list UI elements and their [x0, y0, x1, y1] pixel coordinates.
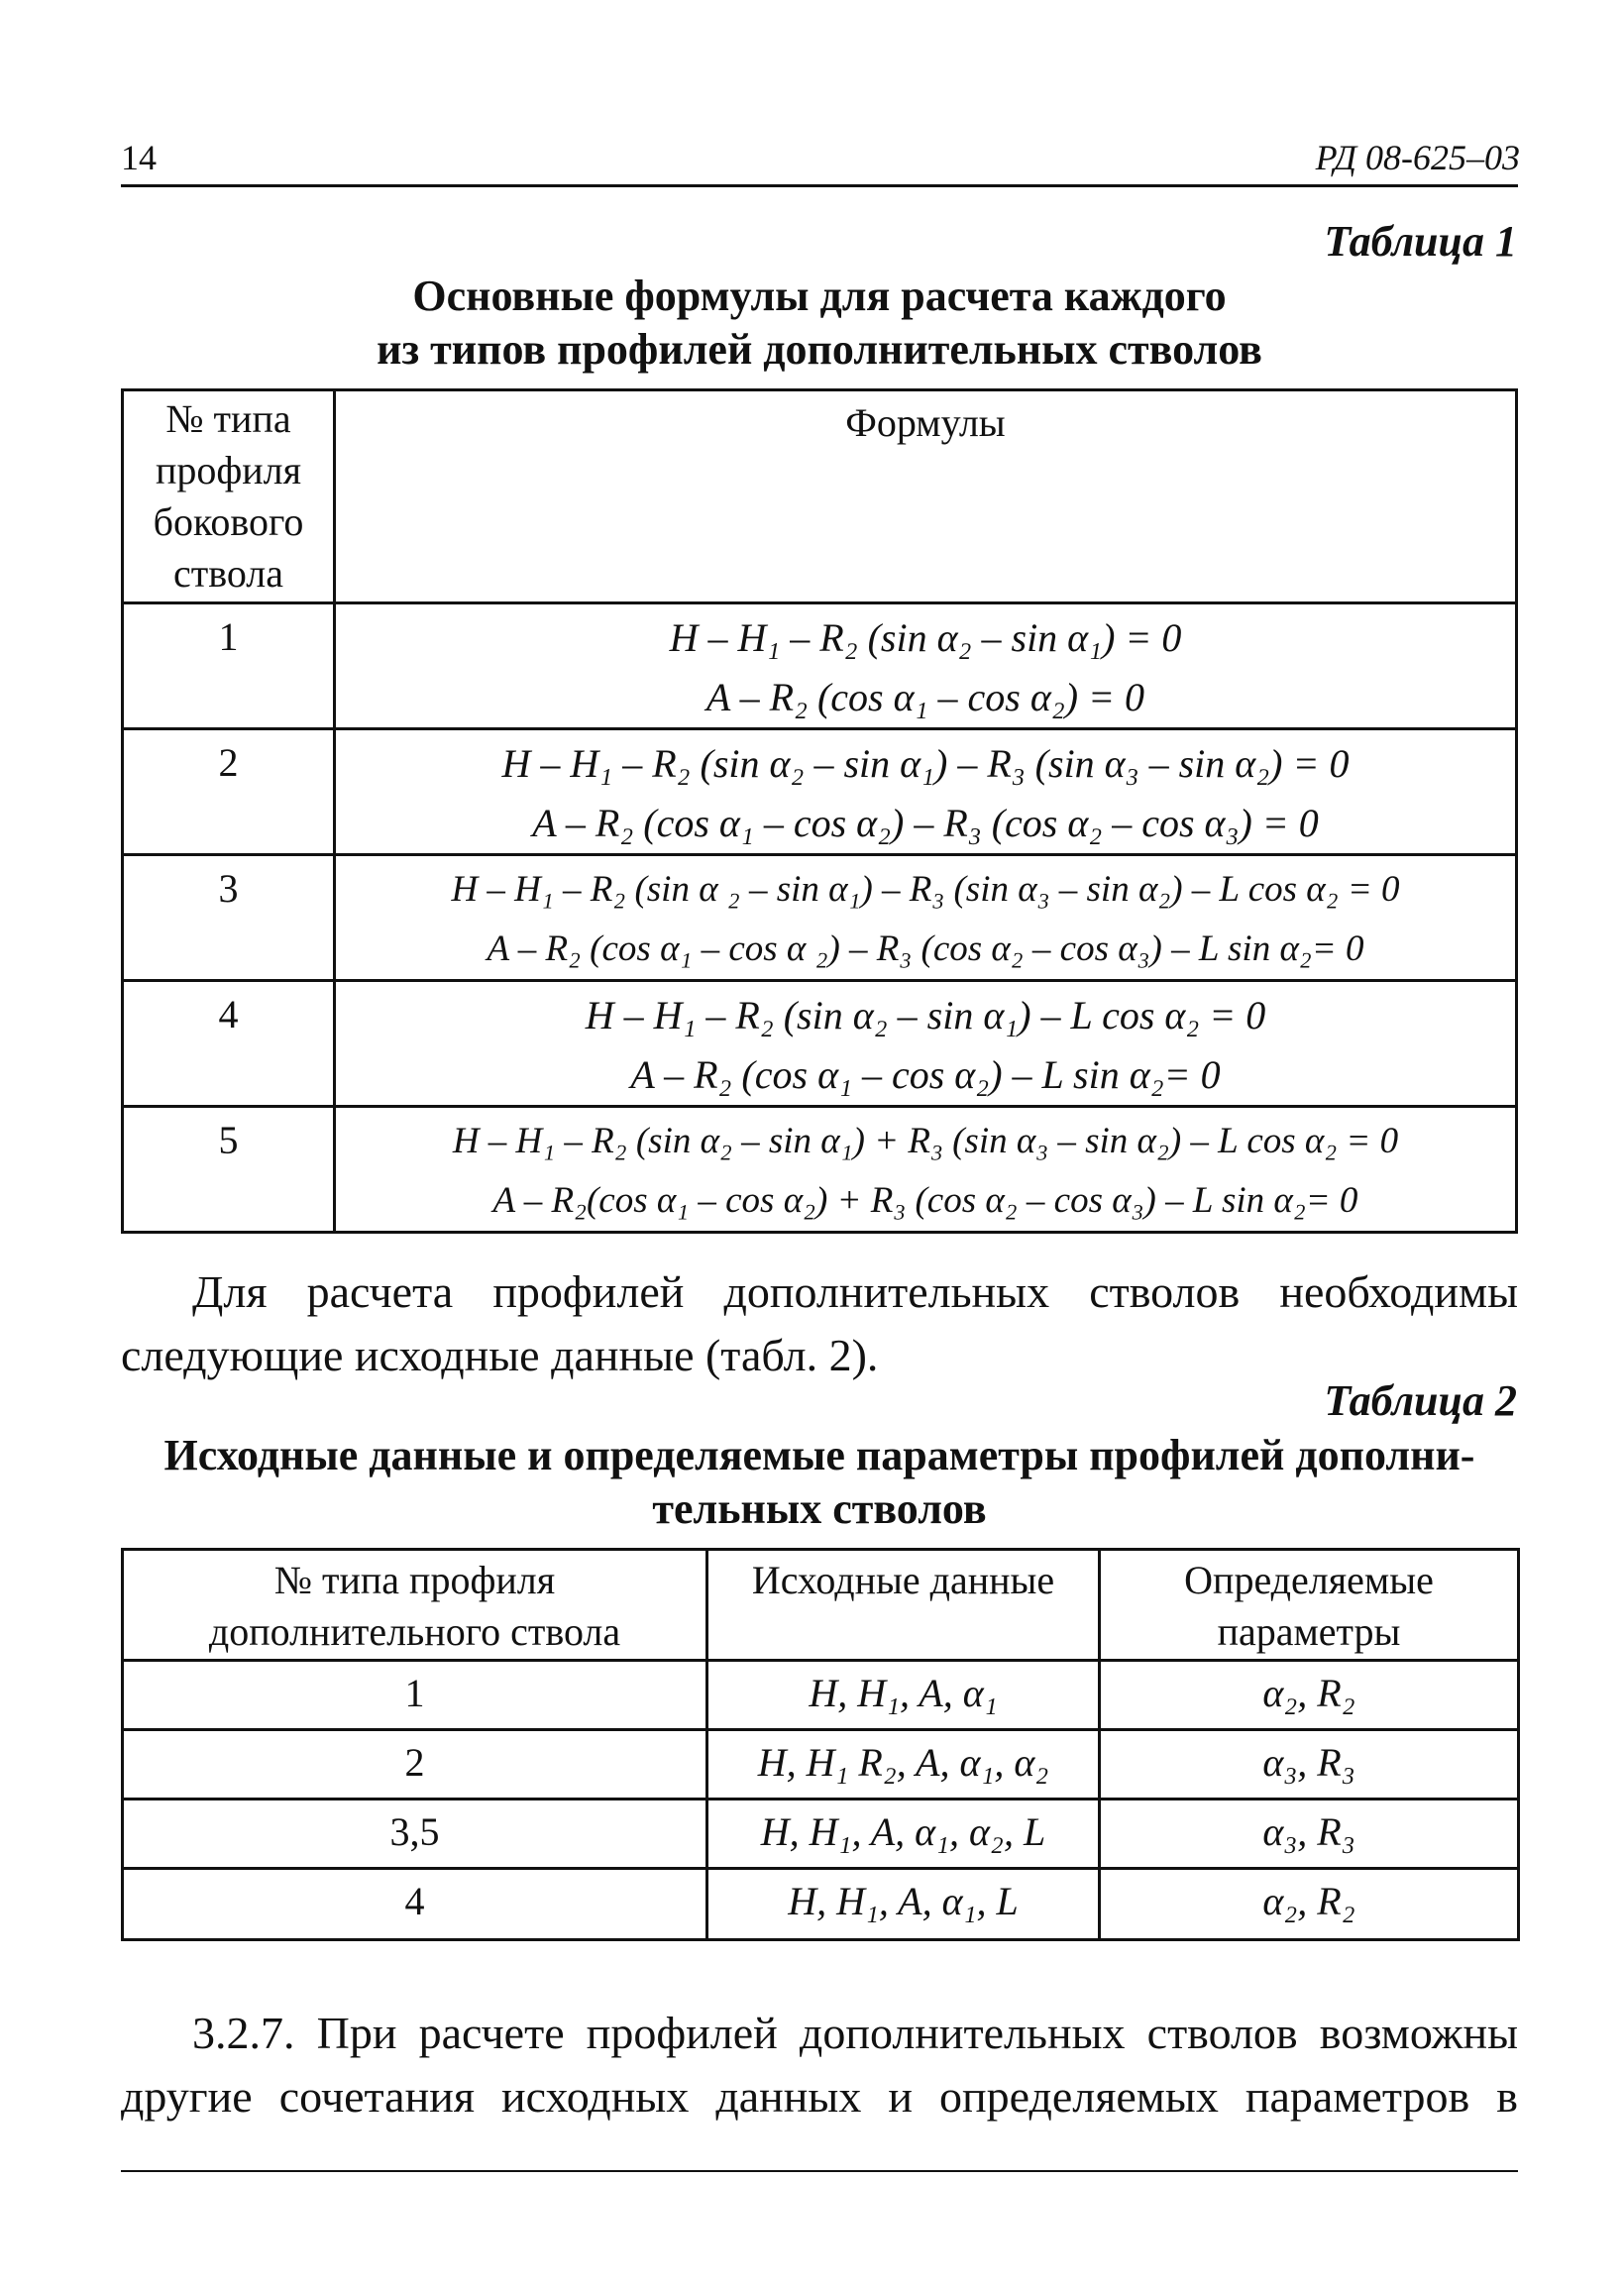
table2-cell-num: 4: [123, 1869, 707, 1940]
table-row: [123, 603, 1517, 729]
paragraph-line: другие сочетания исходных данных и определяемых параметров в: [121, 2071, 1518, 2122]
document-code: РД 08-625–03: [1315, 138, 1520, 177]
table-row: [123, 1869, 1519, 1940]
paragraph-line: Для расчета профилей дополнительных стволов необходимы: [192, 1266, 1518, 1317]
formula: A – R₂ (cos α₁ – cos α ₂) – R₃ (cos α₂ – cos α₃) – L sin α₂= 0: [487, 928, 1364, 969]
table2-cell-outputs: α₃, R₃: [1100, 1730, 1519, 1800]
table2-cell-inputs: H, H₁, A, α₁: [707, 1661, 1100, 1730]
table2-cell-outputs: α₃, R₃: [1100, 1800, 1519, 1869]
table1-row4-num: 4: [123, 981, 335, 1107]
table2-caption: Таблица 2: [1324, 1376, 1517, 1425]
table-row: [123, 981, 1517, 1107]
table-row: [123, 1730, 1519, 1800]
table2-title: [121, 1429, 1518, 1536]
table1-row2-formulas: [335, 729, 1517, 855]
table1-header-row: [123, 390, 1517, 603]
table1-row2-num: 2: [123, 729, 335, 855]
table1-title-line2: из типов профилей дополнительных стволов: [377, 325, 1262, 374]
paragraph-327: [121, 2002, 1518, 2128]
formula: H – H₁ – R₂ (sin α₂ – sin α₁) + R₃ (sin α₃ – sin α₂) – L cos α₂ = 0: [452, 1121, 1399, 1161]
table2-cell-num: 2: [123, 1730, 707, 1800]
table2-col-type-header: № типа профиля дополнительного ствола: [123, 1550, 707, 1661]
table1-row3-formulas: [335, 855, 1517, 981]
table1-row5-num: 5: [123, 1107, 335, 1233]
table2-cell-num: 1: [123, 1661, 707, 1730]
table2-col-outputs-header: Определяемые параметры: [1100, 1550, 1519, 1661]
table1-col-type-header: № типа профиля бокового ствола: [123, 390, 335, 603]
table1-row5-formulas: [335, 1107, 1517, 1233]
table-row: [123, 1661, 1519, 1730]
input-data-table: [121, 1548, 1520, 1941]
table2-cell-outputs: α₂, R₂: [1100, 1661, 1519, 1730]
table1-title: [121, 270, 1518, 377]
table1-title-line1: Основные формулы для расчета каждого: [412, 272, 1227, 320]
table1-row3-num: 3: [123, 855, 335, 981]
paragraph-intro: [121, 1260, 1518, 1387]
header-rule: [121, 184, 1518, 187]
table2-cell-outputs: α₂, R₂: [1100, 1869, 1519, 1940]
table1-col-formulas-header: Формулы: [335, 390, 1517, 603]
table-row: [123, 1800, 1519, 1869]
table2-cell-inputs: H, H₁, A, α₁, α₂, L: [707, 1800, 1100, 1869]
formula: A – R₂ (cos α₁ – cos α₂) – L sin α₂= 0: [630, 1052, 1221, 1097]
page-number: 14: [121, 138, 157, 177]
table2-header-row: [123, 1550, 1519, 1661]
table1-row1-num: 1: [123, 603, 335, 729]
table2-title-line1: Исходные данные и определяемые параметры профилей дополни-: [163, 1431, 1475, 1479]
table2-col-inputs-header: Исходные данные: [707, 1550, 1100, 1661]
formula: A – R₂(cos α₁ – cos α₂) + R₃ (cos α₂ – cos α₃) – L sin α₂= 0: [492, 1180, 1358, 1221]
formula: H – H₁ – R₂ (sin α₂ – sin α₁) – L cos α₂ = 0: [585, 993, 1266, 1037]
table1-row1-formulas: [335, 603, 1517, 729]
formula: A – R₂ (cos α₁ – cos α₂) = 0: [705, 675, 1145, 719]
formula: H – H₁ – R₂ (sin α ₂ – sin α₁) – R₃ (sin α₃ – sin α₂) – L cos α₂ = 0: [451, 869, 1400, 910]
table-row: [123, 855, 1517, 981]
table-row: [123, 1107, 1517, 1233]
paragraph-line: 3.2.7. При расчете профилей дополнительных стволов возможны: [192, 2008, 1518, 2058]
formula: H – H₁ – R₂ (sin α₂ – sin α₁) = 0: [669, 615, 1182, 660]
formulas-table: [121, 388, 1518, 1234]
table2-cell-inputs: H, H₁, A, α₁, L: [707, 1869, 1100, 1940]
table2-title-line2: тельных стволов: [652, 1484, 987, 1533]
formula: H – H₁ – R₂ (sin α₂ – sin α₁) – R₃ (sin α₃ – sin α₂) = 0: [501, 741, 1350, 786]
table1-row4-formulas: [335, 981, 1517, 1107]
table2-cell-inputs: H, H₁ R₂, A, α₁, α₂: [707, 1730, 1100, 1800]
paragraph-line: следующие исходные данные (табл. 2).: [121, 1330, 879, 1380]
footer-rule: [121, 2170, 1518, 2172]
table-row: [123, 729, 1517, 855]
table2-cell-num: 3,5: [123, 1800, 707, 1869]
formula: A – R₂ (cos α₁ – cos α₂) – R₃ (cos α₂ – cos α₃) = 0: [532, 801, 1319, 845]
table1-caption: Таблица 1: [1324, 217, 1517, 266]
